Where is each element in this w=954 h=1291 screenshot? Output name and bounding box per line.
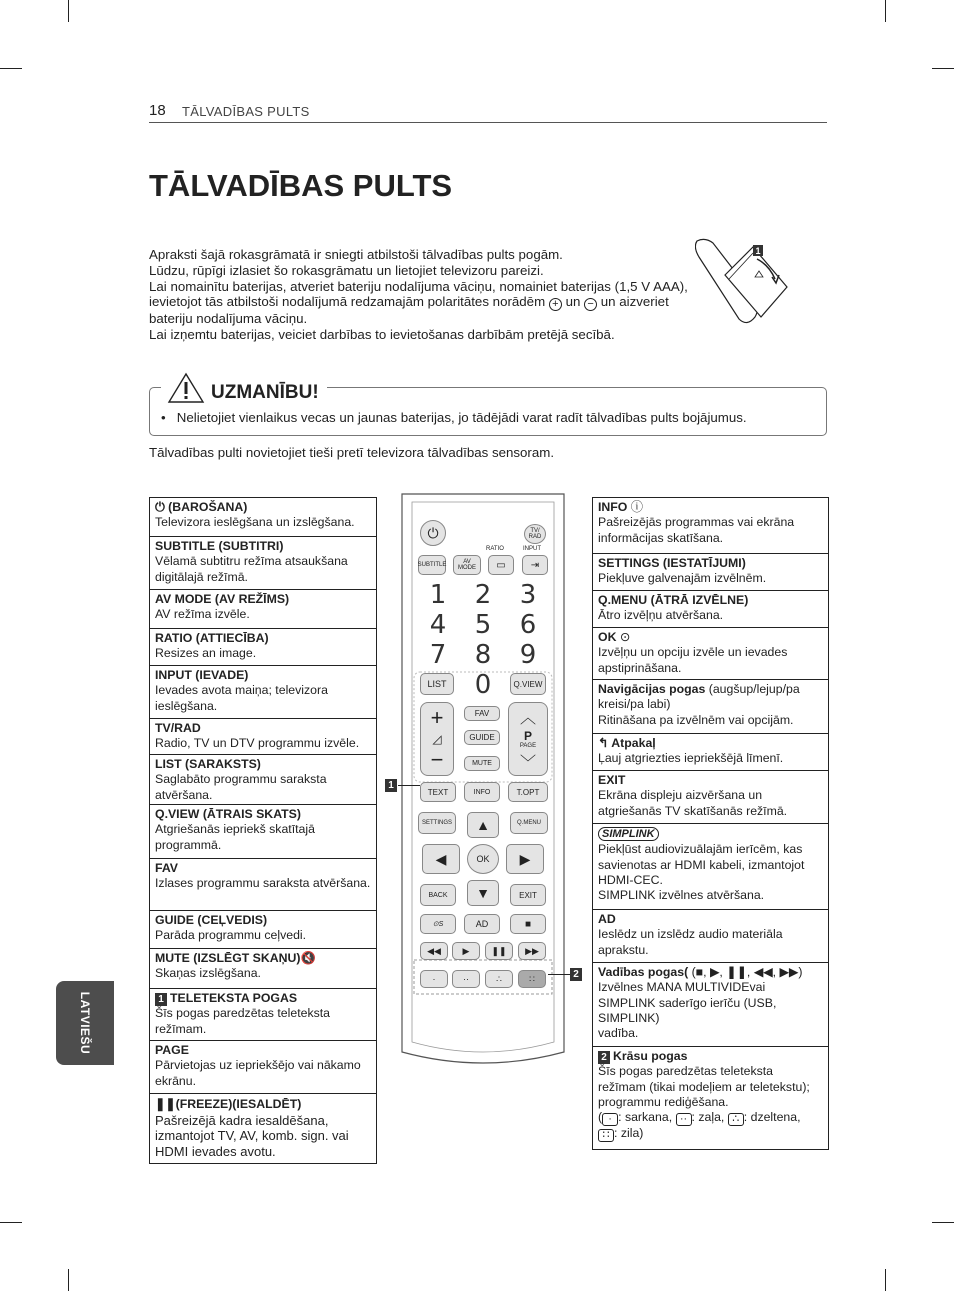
- table-row: TV/RAD Radio, TV un DTV programmu izvēle.: [150, 718, 376, 754]
- subtitle-button[interactable]: SUBTITLE: [418, 555, 446, 575]
- qview-button[interactable]: Q.VIEW: [510, 673, 546, 695]
- table-row: 1 TELETEKSTA POGAS Šīs pogas paredzētas teleteksta režīmam.: [150, 988, 376, 1040]
- crop-mark: [885, 0, 886, 22]
- plus-icon: +: [549, 298, 562, 311]
- info-icon: ⓘ: [630, 500, 644, 514]
- tv-rad-button[interactable]: TV/ RAD: [524, 524, 546, 544]
- power-icon: ⏻: [155, 500, 165, 514]
- volume-icon: ◿: [432, 732, 442, 746]
- table-row: Vadības pogas( (■, ▶, ❚❚, ◀◀, ▶▶) Izvēlnes MANA MULTIVIDEvai SIMPLINK saderīgo ierīču (USB, SIMPLINK) vadība.: [593, 962, 828, 1046]
- chevron-down-icon: ﹀: [519, 754, 536, 772]
- back-arrow-icon: ↰: [598, 736, 609, 750]
- digit-5[interactable]: 5: [474, 610, 492, 640]
- pause-icon: ❚❚: [155, 1097, 176, 1111]
- digit-2[interactable]: 2: [474, 580, 492, 610]
- crop-mark: [885, 1269, 886, 1291]
- callout-line: [398, 785, 420, 786]
- page-label: PAGE: [519, 743, 537, 750]
- running-header: TĀLVADĪBAS PULTS: [182, 104, 310, 119]
- stop-button[interactable]: ■: [510, 914, 546, 934]
- ok-button[interactable]: OK: [467, 844, 499, 874]
- warning-icon: [167, 372, 205, 404]
- page-title: TĀLVADĪBAS PULTS: [149, 168, 453, 203]
- crop-mark: [932, 68, 954, 69]
- caution-heading: [161, 368, 327, 404]
- mute-button[interactable]: MUTE: [464, 756, 500, 771]
- yellow-key-icon: ∴: [728, 1113, 744, 1126]
- svg-text:1: 1: [755, 246, 761, 256]
- red-color-button[interactable]: ·: [420, 970, 448, 988]
- crop-mark: [68, 1269, 69, 1291]
- intro-line: Apraksti šajā rokasgrāmatā ir sniegti atbilstoši tālvadības pults pogām.: [149, 247, 563, 262]
- table-row: ↰ Atpakaļ Ļauj atgriezties iepriekšējā līmenī.: [593, 733, 828, 770]
- table-row: AD Ieslēdz un izslēdz audio materiāla aprakstu.: [593, 909, 828, 962]
- ad-button[interactable]: AD: [464, 914, 500, 934]
- fav-button[interactable]: FAV: [464, 706, 500, 721]
- nav-up-button[interactable]: ▲: [467, 812, 499, 838]
- av-mode-button[interactable]: AV MODE: [453, 555, 481, 575]
- crop-mark: [68, 0, 69, 22]
- right-button-table: [592, 497, 829, 1150]
- caution-title: UZMANĪBU!: [211, 382, 319, 403]
- volume-rocker[interactable]: [420, 702, 454, 776]
- digit-4[interactable]: 4: [429, 610, 447, 640]
- battery-cover-illustration: [695, 235, 795, 330]
- digit-8[interactable]: 8: [474, 640, 492, 670]
- t-opt-button[interactable]: T.OPT: [508, 782, 548, 802]
- table-row: INFO ⓘ Pašreizējās programmas vai ekrāna informācijas skatīšana.: [598, 500, 795, 545]
- intro-text: [149, 247, 694, 343]
- crop-mark: [932, 1222, 954, 1223]
- table-row: MUTE (IZSLĒGT SKAŅU)🔇 Skaņas izslēgšana.: [150, 948, 376, 988]
- pause-button[interactable]: ❚❚: [485, 942, 513, 960]
- table-row: SETTINGS (IESTATĪJUMI) Piekļuve galvenajām izvēlnēm.: [593, 553, 828, 590]
- intro-line: Lai izņemtu baterijas, veiciet darbības to ievietošanas darbībām pretējā secībā.: [149, 327, 615, 343]
- caution-bullet: • Nelietojiet vienlaikus vecas un jaunas baterijas, jo tādējādi varat radīt tālvadības pults bojājumus.: [161, 410, 747, 425]
- yellow-color-button[interactable]: ∴: [485, 970, 513, 988]
- page-p-label: P: [523, 728, 532, 743]
- minus-icon: −: [430, 747, 444, 772]
- ratio-label: RATIO: [486, 546, 504, 552]
- ratio-button[interactable]: ▭: [488, 555, 514, 575]
- fast-forward-button[interactable]: ▶▶: [518, 942, 546, 960]
- callout-badge: 2: [598, 1051, 610, 1064]
- settings-button[interactable]: SETTINGS: [418, 812, 456, 834]
- nav-left-button[interactable]: ◀: [422, 844, 460, 874]
- power-button[interactable]: ⏻: [420, 520, 446, 546]
- remote-control: [400, 492, 566, 1070]
- table-row: INPUT (IEVADE) Ievades avota maiņa; televizora ieslēgšana.: [150, 665, 376, 718]
- page-number: 18: [149, 102, 166, 119]
- table-row: GUIDE (CEĻVEDIS) Parāda programmu ceļvedi.: [150, 910, 376, 948]
- table-row: Q.VIEW (ĀTRAIS SKATS) Atgriešanās iepriekš skatītajā programmā.: [150, 804, 376, 858]
- crop-mark: [0, 1222, 22, 1223]
- table-row: 2 Krāsu pogas Šīs pogas paredzētas teleteksta režīmam (tikai modeļiem ar teletekstu); programmu rediģēšana. ( · : sarkana, ·· : zaļa, ∴ : dzeltena, ∷ : zila): [593, 1046, 828, 1146]
- table-row: LIST (SARAKSTS) Saglabāto programmu saraksta atvēršana.: [150, 754, 376, 804]
- text-button[interactable]: TEXT: [420, 782, 456, 802]
- table-row: SIMPLINK Piekļūst audiovizuālajām ierīcēm, kas savienotas ar HDMI kabeli, izmantojot HDMI-CEC. SIMPLINK izvēlnes atvēršana.: [593, 823, 828, 909]
- rewind-button[interactable]: ◀◀: [420, 942, 448, 960]
- digit-1[interactable]: 1: [429, 580, 447, 610]
- table-row: ⏻ (BAROŠANA) Televizora ieslēgšana un izslēgšana.: [155, 500, 355, 530]
- table-row: PAGE Pārvietojas uz iepriekšējo vai nākamo ekrānu.: [150, 1040, 376, 1093]
- table-row: Navigācijas pogas (augšup/lejup/pa kreisi/pa labi) Ritināšana pa izvēlnēm vai opcijām.: [593, 679, 828, 733]
- qmenu-button[interactable]: Q.MENU: [510, 812, 548, 834]
- guide-button[interactable]: GUIDE: [464, 730, 500, 745]
- mute-icon: 🔇: [300, 951, 316, 965]
- left-button-table: [149, 497, 377, 1164]
- input-label: INPUT: [523, 546, 541, 552]
- simplink-button[interactable]: ⊙S: [420, 914, 456, 934]
- crop-mark: [0, 68, 22, 69]
- header-rule: [149, 122, 827, 123]
- minus-icon: −: [584, 298, 597, 311]
- table-row: ❚❚(FREEZE)(IESALDĒT) Pašreizējā kadra iesaldēšana, izmantojot TV, AV, komb. sign. vai HDMI ievades avotu.: [150, 1093, 376, 1163]
- blue-color-button[interactable]: ∷: [518, 970, 546, 988]
- digit-9[interactable]: 9: [519, 640, 537, 670]
- list-button[interactable]: LIST: [420, 673, 454, 695]
- input-button[interactable]: ⇥: [522, 555, 548, 575]
- nav-right-button[interactable]: ▶: [506, 844, 544, 874]
- ok-icon: ⊙: [619, 630, 631, 644]
- language-tab: LATVIEŠU: [56, 981, 114, 1065]
- sensor-note: Tālvadības pulti novietojiet tieši pretī televizora tālvadības sensoram.: [149, 445, 555, 460]
- callout-badge: 2: [570, 968, 582, 981]
- blue-key-icon: ∷: [598, 1129, 614, 1142]
- callout-badge: 1: [385, 779, 397, 792]
- table-row: SUBTITLE (SUBTITRI) Vēlamā subtitru režīma atsaukšana digitālajā režīmā.: [150, 536, 376, 589]
- simplink-logo: SIMPLINK: [598, 827, 659, 841]
- table-row: Q.MENU (ĀTRĀ IZVĒLNE) Ātro izvēļņu atvēršana.: [593, 590, 828, 627]
- page-rocker[interactable]: [508, 702, 548, 776]
- red-key-icon: ·: [602, 1113, 618, 1126]
- play-button[interactable]: ▶: [452, 942, 480, 960]
- digit-0[interactable]: 0: [474, 670, 492, 700]
- callout-badge: 1: [155, 993, 167, 1006]
- exit-button[interactable]: EXIT: [510, 884, 546, 906]
- green-color-button[interactable]: ··: [452, 970, 480, 988]
- table-row: AV MODE (AV REŽĪMS) AV režīma izvēle.: [150, 589, 376, 628]
- table-row: RATIO (ATTIECĪBA) Resizes an image.: [150, 628, 376, 665]
- intro-line: Lūdzu, rūpīgi izlasiet šo rokasgrāmatu un lietojiet televizoru pareizi.: [149, 262, 544, 278]
- digit-7[interactable]: 7: [429, 640, 447, 670]
- plus-icon: +: [430, 705, 444, 730]
- nav-down-button[interactable]: ▼: [467, 880, 499, 906]
- digit-6[interactable]: 6: [519, 610, 537, 640]
- intro-line: Lai nomainītu baterijas, atveriet bateriju nodalījuma vāciņu, nomainiet baterijas (1,5 V AAA), ievietojot tās atbilstoši nodalījumā redzamajām polaritātes norādēm + un − un aizveriet bateriju nodalījuma vāciņu.: [149, 278, 688, 327]
- table-row: FAV Izlases programmu saraksta atvēršana.: [150, 858, 376, 910]
- chevron-up-icon: ︿: [519, 710, 536, 727]
- green-key-icon: ··: [676, 1113, 692, 1126]
- info-button[interactable]: INFO: [464, 782, 500, 802]
- table-row: OK ⊙ Izvēļņu un opciju izvēle un ievades apstiprināšana.: [593, 627, 828, 679]
- back-button[interactable]: BACK: [420, 884, 456, 906]
- table-row: EXIT Ekrāna displeju aizvēršana un atgriešanās TV skatīšanās režīmā.: [593, 770, 828, 823]
- digit-3[interactable]: 3: [519, 580, 537, 610]
- callout-line: [548, 974, 570, 975]
